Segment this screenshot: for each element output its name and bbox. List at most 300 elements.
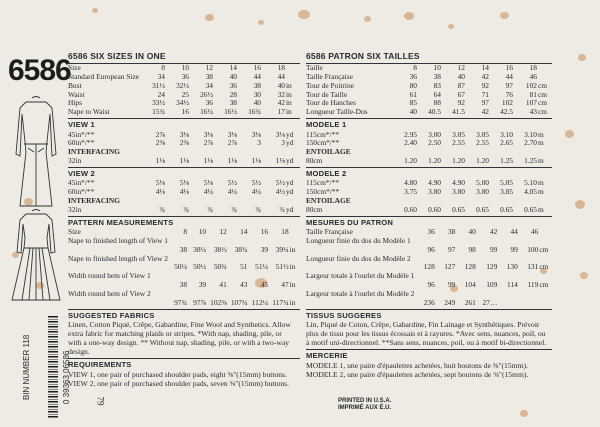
tailles-table: [306, 64, 552, 117]
table-cell: [441, 147, 465, 156]
table-cell: 33½: [152, 98, 165, 108]
unit-cell: yd: [286, 187, 294, 197]
pattern-number: 6586: [8, 54, 71, 87]
table-cell: [261, 196, 285, 205]
row-label: 150cm*/**: [306, 138, 340, 148]
table-row: [68, 81, 300, 90]
table-cell: 1⅛: [179, 155, 189, 165]
row-label: Longueur finie du dos du Modèle 1: [306, 235, 411, 245]
english-column: [68, 50, 300, 388]
stain: [565, 130, 574, 138]
table-cell: 51¼: [255, 262, 269, 272]
table-cell: 98: [468, 244, 476, 254]
table-row: [68, 72, 300, 81]
table-cell: 3.05: [476, 129, 489, 139]
table-cell: 107¾: [230, 297, 248, 307]
table-cell: 24: [157, 89, 165, 99]
table-row: [68, 130, 300, 139]
table-row: [68, 271, 300, 280]
table-cell: 4⅛: [155, 187, 165, 197]
table-row: [306, 72, 552, 81]
table-cell: [518, 271, 539, 280]
row-label: Nape to finished length of View 1: [68, 235, 168, 245]
table-cell: 36: [229, 80, 237, 90]
barcode-number: 0 39363 06586: [62, 350, 71, 404]
table-cell: [476, 289, 498, 298]
table-row: [68, 280, 300, 289]
unit-cell: [289, 289, 300, 298]
unit-cell: cm: [538, 98, 548, 108]
table-cell: 46: [530, 227, 539, 237]
table-cell: 102: [525, 80, 537, 90]
table-cell: 16: [260, 227, 269, 237]
table-cell: 10: [181, 63, 189, 73]
table-row: [306, 289, 552, 298]
table-row: [68, 245, 300, 254]
table-cell: 3⅛: [227, 129, 237, 139]
table-cell: 16½: [224, 107, 237, 117]
table-cell: 97⅞: [193, 297, 207, 307]
table-cell: [189, 147, 213, 156]
table-cell: [206, 236, 227, 245]
table-row: [68, 107, 300, 116]
table-cell: 2.70: [524, 138, 537, 148]
table-cell: [187, 236, 206, 245]
row-label: Tour de Hanches: [306, 98, 356, 108]
table-row: [306, 227, 552, 236]
table-cell: 1⅛: [203, 155, 213, 165]
table-cell: 92: [457, 98, 465, 108]
table-cell: 107: [525, 98, 537, 108]
table-cell: 0.60: [404, 204, 417, 214]
table-cell: [187, 271, 206, 280]
unit-cell: cm: [539, 262, 549, 272]
row-label: Standard European Size: [68, 71, 140, 81]
table-cell: [476, 254, 498, 263]
table-row: [68, 263, 300, 272]
table-cell: 61: [409, 89, 417, 99]
mercerie-text: MODELE 1, une paire d'épaulettes achetées, huit boutons de ⅝"(15mm). MODELE 2, une paire d'épaulettes achetées, sept boutons de ⅝"(15mm).: [306, 360, 529, 379]
table-cell: [165, 196, 189, 205]
unit-cell: [537, 196, 552, 205]
table-cell: 34: [205, 80, 213, 90]
table-row: [68, 227, 300, 236]
table-cell: [268, 271, 289, 280]
table-cell: 81: [529, 89, 537, 99]
table-cell: 127: [444, 262, 456, 272]
table-cell: 1⅛: [227, 155, 237, 165]
table-row: [306, 147, 552, 156]
table-cell: 16¼: [200, 107, 213, 117]
unit-cell: in: [289, 244, 296, 254]
row-label: Nape to Waist: [68, 107, 110, 117]
table-cell: 44: [277, 71, 285, 81]
barcode: [48, 316, 58, 418]
table-cell: 128: [423, 262, 435, 272]
table-cell: [455, 289, 476, 298]
table-cell: 18: [529, 63, 537, 73]
table-cell: 34½: [176, 98, 189, 108]
mesures-title: MESURES DU PATRON: [306, 217, 394, 227]
table-cell: 34: [157, 71, 165, 81]
table-cell: [518, 289, 539, 298]
table-cell: [435, 236, 456, 245]
table-row: [306, 156, 552, 165]
table-cell: 36: [427, 227, 435, 237]
table-cell: 42: [489, 227, 498, 237]
table-cell: [435, 271, 456, 280]
stain: [575, 200, 585, 209]
stain: [500, 12, 509, 19]
requirements-title: REQUIREMENTS: [68, 360, 132, 370]
table-cell: ¾: [207, 204, 213, 214]
table-cell: 4⅛: [179, 187, 189, 197]
unit-cell: [285, 72, 300, 81]
table-row: [306, 263, 552, 272]
table-cell: 8: [413, 63, 417, 73]
table-cell: 80: [409, 80, 417, 90]
table-cell: 12: [205, 63, 213, 73]
row-label: Taille Française: [306, 227, 353, 237]
table-cell: 88: [433, 98, 441, 108]
table-row: [306, 236, 552, 245]
table-cell: 10: [198, 227, 207, 237]
modele1-table: [306, 130, 552, 165]
table-row: [306, 139, 552, 148]
table-cell: 2.65: [500, 138, 513, 148]
row-label: INTERFACING: [68, 147, 121, 157]
table-cell: 5½: [251, 178, 261, 188]
tissus-title: TISSUS SUGGERES: [306, 310, 382, 320]
table-row: [68, 298, 300, 307]
unit-cell: in: [286, 107, 292, 117]
table-cell: 4¼: [227, 187, 237, 197]
table-cell: [441, 196, 465, 205]
table-cell: 38: [253, 80, 261, 90]
unit-cell: in: [289, 279, 296, 289]
table-cell: 5.00: [476, 178, 489, 188]
table-row: [306, 90, 552, 99]
unit-cell: [285, 196, 300, 205]
table-cell: 50½: [193, 262, 207, 272]
table-cell: 104: [464, 279, 476, 289]
table-cell: 18: [277, 63, 285, 73]
table-cell: 12: [219, 227, 227, 237]
row-label: 115cm*/**: [306, 129, 339, 139]
table-cell: 114: [507, 279, 518, 289]
table-cell: 38: [179, 279, 188, 289]
table-cell: [518, 298, 539, 307]
table-cell: 16: [505, 63, 513, 73]
table-row: [306, 245, 552, 254]
table-row: [306, 99, 552, 108]
stain: [580, 272, 588, 279]
table-row: [306, 205, 552, 214]
unit-cell: yd: [286, 204, 294, 214]
row-label: [306, 280, 414, 289]
table-cell: 16¾: [248, 107, 261, 117]
table-cell: [227, 271, 248, 280]
table-cell: 38½: [213, 244, 227, 254]
table-cell: 5½: [227, 178, 237, 188]
table-cell: [497, 271, 518, 280]
table-cell: 3.10: [524, 129, 537, 139]
table-cell: [455, 236, 476, 245]
table-cell: 2.40: [404, 138, 417, 148]
row-label: Size: [68, 227, 81, 237]
table-cell: 41.5: [452, 107, 465, 117]
row-label: INTERFACING: [68, 195, 121, 205]
table-row: [68, 205, 300, 214]
table-cell: 100: [527, 244, 539, 254]
table-cell: 40: [457, 71, 465, 81]
french-column: [306, 50, 552, 379]
table-cell: [497, 254, 518, 263]
table-cell: 2⅞: [155, 129, 165, 139]
unit-cell: in: [289, 262, 296, 272]
table-cell: 1⅛: [251, 155, 261, 165]
table-cell: 96: [427, 279, 435, 289]
table-cell: 4¼: [251, 187, 261, 197]
view1-title: VIEW 1: [68, 120, 95, 130]
table-cell: 102⅜: [210, 297, 227, 307]
row-label: 150cm*/**: [306, 187, 340, 197]
table-row: [306, 254, 552, 263]
table-cell: 3.80: [428, 187, 441, 197]
unit-cell: m: [538, 178, 544, 188]
table-cell: 26½: [200, 89, 213, 99]
table-cell: [206, 289, 227, 298]
table-cell: [168, 236, 187, 245]
table-cell: 40: [253, 98, 261, 108]
table-cell: 4.80: [404, 178, 417, 188]
unit-cell: [285, 64, 300, 73]
table-cell: [227, 289, 248, 298]
table-cell: 41: [219, 279, 227, 289]
table-cell: 2⅞: [203, 138, 213, 148]
row-label: [306, 263, 414, 272]
unit-cell: m: [538, 187, 544, 197]
table-cell: 36: [181, 71, 189, 81]
measurements-table: [68, 227, 300, 306]
table-cell: 71: [481, 89, 489, 99]
modele2-table: [306, 179, 552, 214]
unit-cell: m: [538, 155, 544, 165]
unit-cell: cm: [538, 80, 548, 90]
table-cell: ¾: [255, 204, 261, 214]
table-row: [68, 236, 300, 245]
table-cell: 3.05: [452, 129, 465, 139]
table-row: [68, 289, 300, 298]
table-cell: [393, 196, 417, 205]
row-label: 60in*/**: [68, 187, 95, 197]
table-cell: 0.65: [500, 204, 513, 214]
table-cell: 44: [253, 71, 261, 81]
table-cell: 261: [464, 297, 476, 307]
table-row: [68, 147, 300, 156]
view2-title: VIEW 2: [68, 169, 95, 179]
table-cell: 64: [433, 89, 441, 99]
table-row: [68, 187, 300, 196]
stain: [205, 14, 214, 21]
table-cell: 36: [409, 71, 417, 81]
table-cell: 0.65: [476, 204, 489, 214]
table-cell: 44: [510, 227, 518, 237]
table-cell: 32½: [176, 80, 189, 90]
table-cell: 92: [481, 80, 489, 90]
row-label: [306, 245, 414, 254]
table-cell: 14: [240, 227, 248, 237]
table-cell: [141, 147, 165, 156]
table-cell: 42: [481, 71, 489, 81]
unit-cell: m: [538, 138, 544, 148]
table-cell: 85: [409, 98, 417, 108]
table-cell: 40: [409, 107, 417, 117]
unit-cell: [538, 271, 552, 280]
table-cell: 38: [179, 244, 188, 254]
unit-cell: in: [286, 98, 292, 108]
table-cell: [489, 147, 513, 156]
table-cell: 1.20: [476, 155, 489, 165]
table-cell: 30: [253, 89, 261, 99]
unit-cell: cm: [538, 89, 548, 99]
table-cell: 5⅛: [155, 178, 165, 188]
table-cell: 38¼: [193, 244, 207, 254]
table-cell: 31½: [152, 80, 165, 90]
table-cell: [513, 196, 537, 205]
table-cell: [518, 254, 539, 263]
table-cell: [187, 289, 206, 298]
table-cell: [435, 289, 456, 298]
table-cell: [414, 271, 435, 280]
table-cell: 32: [277, 89, 285, 99]
table-cell: 40: [277, 80, 285, 90]
table-cell: [465, 196, 489, 205]
table-cell: [227, 254, 248, 263]
table-cell: 3.75: [404, 187, 417, 197]
table-cell: 2.55: [452, 138, 465, 148]
sizes-header: 6586 SIX SIZES IN ONE: [68, 50, 300, 64]
table-cell: 40.5: [428, 107, 441, 117]
table-cell: ¾: [183, 204, 189, 214]
table-cell: 99: [510, 244, 518, 254]
table-cell: 109: [486, 279, 498, 289]
table-cell: 249: [444, 297, 456, 307]
table-cell: [497, 289, 518, 298]
unit-cell: [538, 227, 552, 236]
table-cell: [497, 298, 518, 307]
table-cell: 1.25: [500, 155, 513, 165]
table-cell: 2⅜: [179, 138, 189, 148]
table-cell: 39: [260, 244, 269, 254]
table-row: [68, 99, 300, 108]
row-label: Longueur Taille-Dos: [306, 107, 368, 117]
table-cell: 87: [457, 80, 465, 90]
unit-cell: [537, 147, 552, 156]
table-row: [306, 130, 552, 139]
table-cell: 38: [433, 71, 441, 81]
table-cell: 0.65: [524, 204, 537, 214]
unit-cell: cm: [539, 244, 549, 254]
unit-cell: m: [538, 204, 544, 214]
row-label: [68, 298, 168, 307]
row-label: Width round hem of View 2: [68, 288, 151, 298]
table-cell: [248, 254, 269, 263]
table-cell: [455, 271, 476, 280]
unit-cell: [285, 147, 300, 156]
row-label: Waist: [68, 89, 85, 99]
row-label: Taille: [306, 63, 323, 73]
table-cell: 99: [447, 279, 456, 289]
table-cell: [268, 254, 289, 263]
table-cell: [189, 196, 213, 205]
table-cell: 50¾: [213, 262, 227, 272]
table-cell: 0.60: [428, 204, 441, 214]
table-row: [68, 196, 300, 205]
view1-yardage-table: [68, 130, 300, 165]
table-cell: [213, 147, 237, 156]
table-cell: 3.80: [452, 187, 465, 197]
view2-back-sketch: [8, 208, 64, 304]
row-label: Largeur totale à l'ourlet du Modèle 1: [306, 271, 415, 281]
row-label: 32in: [68, 204, 82, 214]
table-cell: 4½: [275, 187, 285, 197]
row-label: Size: [68, 63, 81, 73]
table-cell: [414, 236, 435, 245]
row-label: Hips: [68, 98, 82, 108]
table-row: [306, 179, 552, 188]
table-cell: 0.65: [452, 204, 465, 214]
row-label: Tour de Taille: [306, 89, 348, 99]
table-row: [306, 81, 552, 90]
table-cell: [476, 271, 498, 280]
table-cell: 76: [505, 89, 513, 99]
table-cell: 51½: [275, 262, 289, 272]
row-label: ENTOILAGE: [306, 195, 351, 205]
table-cell: 42: [481, 107, 489, 117]
table-cell: 3⅛: [275, 129, 285, 139]
table-cell: 3.85: [500, 187, 513, 197]
unit-cell: [537, 64, 552, 73]
table-cell: 5.10: [524, 178, 537, 188]
table-cell: [268, 236, 289, 245]
table-cell: [248, 289, 269, 298]
table-cell: 1⅛: [275, 155, 285, 165]
table-cell: [417, 196, 441, 205]
table-cell: 97¾: [174, 297, 188, 307]
table-cell: 39¼: [275, 244, 289, 254]
unit-cell: in: [286, 80, 292, 90]
table-cell: [248, 236, 269, 245]
table-cell: 1.20: [452, 155, 465, 165]
table-cell: 2.55: [476, 138, 489, 148]
table-cell: 83: [433, 80, 441, 90]
table-row: [68, 179, 300, 188]
unit-cell: cm: [538, 107, 548, 117]
row-label: 45in*/**: [68, 129, 95, 139]
table-cell: 8: [183, 227, 188, 237]
table-cell: 36: [205, 98, 213, 108]
fabrics-text: Linen, Cotton Piqué, Crêpe, Gabardine, Fine Wool and Synthetics. Allow extra fabric for matching plaids or stripes. *With nap, shading, pile, or with a one-way design. ** Without nap, shading, pile, or with a two-way design.: [68, 320, 291, 357]
table-cell: [414, 289, 435, 298]
table-cell: 17: [277, 107, 285, 117]
table-cell: 99: [489, 244, 498, 254]
table-cell: 18: [281, 227, 289, 237]
row-label: 60in*/**: [68, 138, 95, 148]
table-cell: 97: [481, 98, 489, 108]
row-label: 80cm: [306, 204, 323, 214]
table-cell: [465, 147, 489, 156]
